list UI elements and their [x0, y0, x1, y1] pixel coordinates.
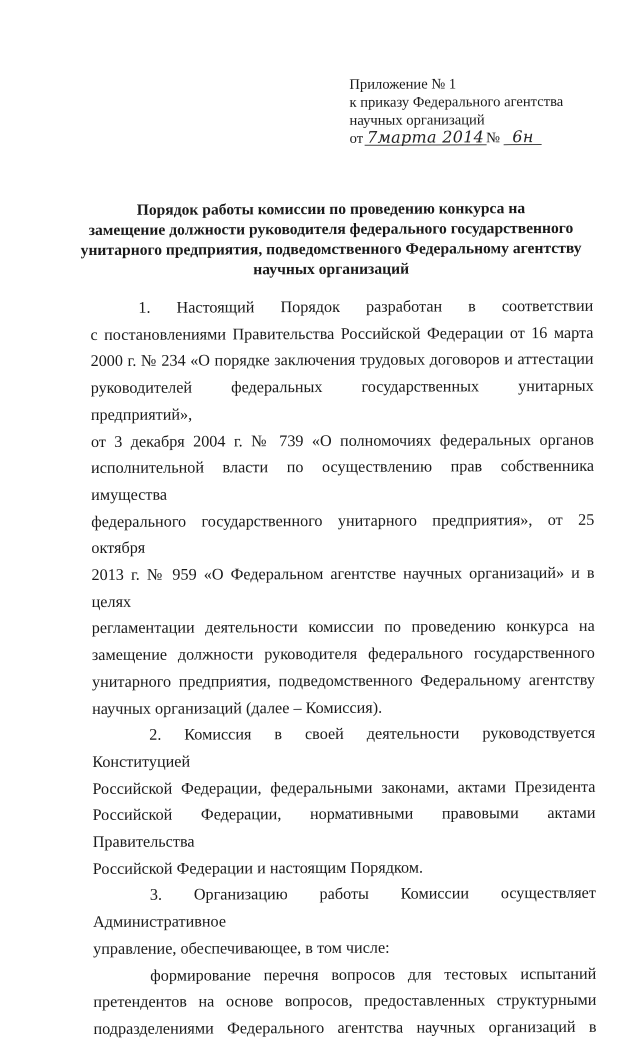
title-line: научных организаций [253, 260, 410, 279]
handwritten-date: 7марта 2014 [367, 127, 485, 147]
body-line: унитарного предприятия, подведомственного Федеральному агентству [91, 670, 596, 691]
date-prefix: от [349, 130, 364, 147]
annex-date-line [350, 129, 610, 148]
body-line: подразделениями Федерального агентства научных организаций в [93, 1017, 597, 1038]
body-line: управление, обеспечивающее, в том числе: [93, 938, 390, 958]
word: 1. [138, 298, 151, 317]
body-line: претендентов на основе вопросов, предоставленных структурными [93, 991, 597, 1012]
word: соответствии [501, 296, 594, 316]
document-title [71, 199, 591, 281]
body-line: замещение должности руководителя федерального государственного [91, 643, 595, 665]
body-line: федерального государственного унитарного предприятия», от 25 октября [91, 510, 595, 558]
body-line: Российской Федерации, федеральными законами, актами Президента [92, 777, 596, 798]
annex-order-ref: к приказу Федерального агентства [349, 93, 564, 111]
body-line: 2013 г. № 959 «О Федеральном агентстве научных организаций» и в целях [91, 563, 595, 611]
word: в [468, 297, 476, 316]
body-line: 3. Организацию работы Комиссии осуществляет Административное [92, 884, 596, 932]
body-line: регламентации деятельности комиссии по проведению конкурса на [91, 617, 595, 638]
body-line: 2000 г. № 234 «О порядке заключения трудовых договоров и аттестации [90, 350, 594, 371]
body-line: Российской Федерации и настоящим Порядком. [92, 858, 424, 878]
number-prefix: № [486, 130, 501, 147]
body-line: научных организаций (далее – Комиссия). [92, 698, 383, 718]
body-line: формирование перечня вопросов для тестовых испытаний [150, 964, 597, 985]
annex-org: научных организаций [349, 112, 485, 129]
title-line: замещение должности руководителя федерального государственного [88, 219, 574, 240]
paragraph-1-first-line [90, 293, 593, 322]
annex-header [349, 75, 609, 148]
body-line: руководителей федеральных государственных унитарных предприятий», [90, 376, 594, 424]
title-line: унитарного предприятия, подведомственного Федеральному агентству [80, 239, 582, 260]
word: Настоящий [176, 298, 255, 317]
handwritten-number: 6н [504, 129, 542, 145]
body-line: 2. Комиссия в своей деятельности руководствуется Конституцией [92, 724, 596, 771]
document-body [90, 293, 596, 1043]
annex-number: Приложение № 1 [349, 76, 457, 93]
title-line: Порядок работы комиссии по проведению конкурса на [136, 200, 526, 219]
body-line: исполнительной власти по осуществлению прав собственника имущества [91, 457, 595, 504]
body-line: от 3 декабря 2004 г. № 739 «О полномочиях федеральных органов [90, 430, 594, 451]
word: Порядок [280, 297, 341, 317]
body-line: Российской Федерации, нормативными правовыми актами Правительства [92, 804, 596, 852]
body-line: с постановлениями Правительства Российской Федерации от 16 марта [90, 323, 594, 344]
word: разработан [365, 297, 443, 316]
